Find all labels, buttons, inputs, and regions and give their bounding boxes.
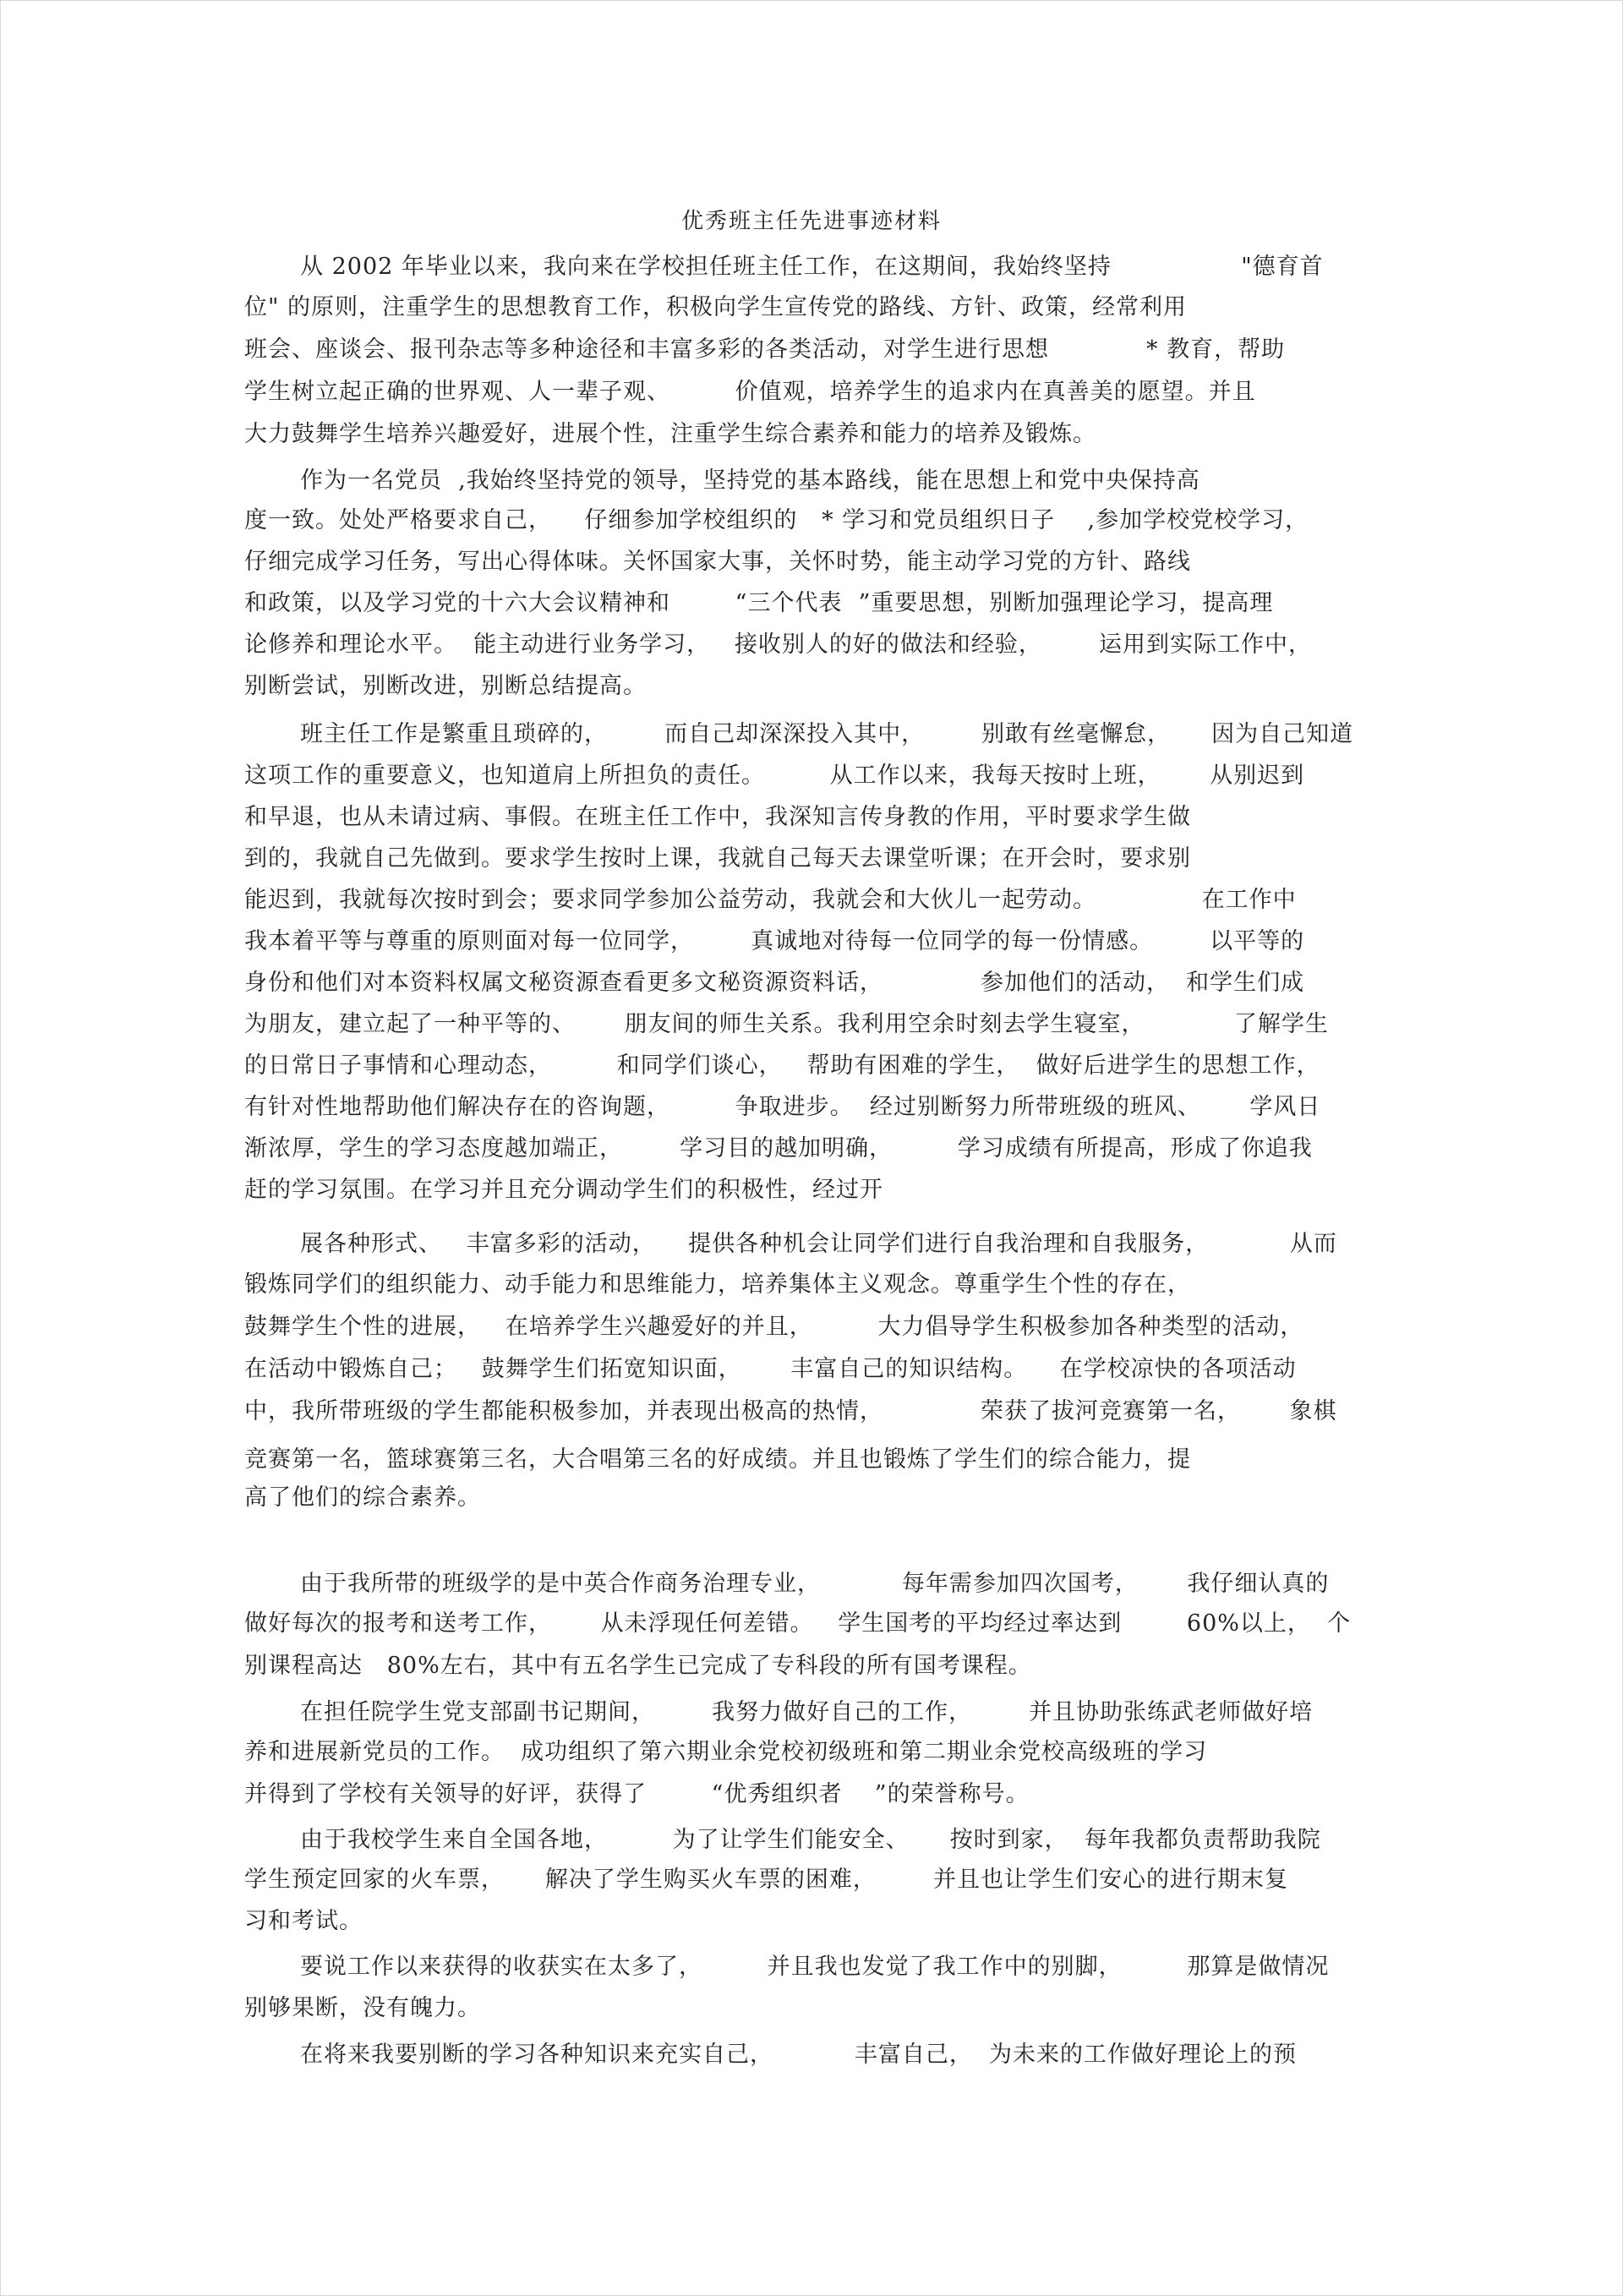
paragraph-8-line-1: 要说工作以来获得的收获实在太多了， 并且我也发觉了我工作中的别脚， 那算是做情况 <box>300 1954 1330 1980</box>
paragraph-2-line-2: 度一致。处处严格要求自己， 仔细参加学校组织的 * 学习和党员组织日子 ,参加学校党校学习， <box>244 507 1309 533</box>
paragraph-4-line-5: 中，我所带班级的学生都能积极参加，并表现出极高的热情， 荣获了拔河竞赛第一名， 象棋 <box>244 1398 1337 1424</box>
paragraph-1-line-3: 班会、座谈会、报刊杂志等多种途径和丰富多彩的各类活动，对学生进行思想 * 教育，帮助 <box>244 336 1286 363</box>
paragraph-3-line-6: 我本着平等与尊重的原则面对每一位同学， 真诚地对待每一位同学的每一份情感。 以平等的 <box>244 928 1305 954</box>
paragraph-3-line-7: 身份和他们对本资料权属文秘资源查看更多文秘资源资料话， 参加他们的活动， 和学生们成 <box>244 970 1305 996</box>
paragraph-6-line-2: 养和进展新党员的工作。 成功组织了第六期业余党校初级班和第二期业余党校高级班的学习 <box>244 1739 1208 1765</box>
paragraph-4-line-3: 鼓舞学生个性的进展， 在培养学生兴趣爱好的并且， 大力倡导学生积极参加各种类型的活动， <box>244 1314 1304 1340</box>
paragraph-4-line-2: 锻炼同学们的组织能力、动手能力和思维能力，培养集体主义观念。尊重学生个性的存在， <box>244 1271 1191 1298</box>
paragraph-5-line-3: 别课程高达 80%左右，其中有五名学生已完成了专科段的所有国考课程。 <box>244 1653 1032 1679</box>
paragraph-7-line-3: 习和考试。 <box>244 1908 363 1934</box>
paragraph-2-line-6: 别断尝试，别断改进，别断总结提高。 <box>244 673 647 699</box>
paragraph-4-line-4: 在活动中锻炼自己； 鼓舞学生们拓宽知识面， 丰富自己的知识结构。 在学校凉快的各项活动 <box>244 1356 1297 1382</box>
paragraph-1-line-4: 学生树立起正确的世界观、人一辈子观、 价值观，培养学生的追求内在真善美的愿望。并且 <box>244 379 1256 405</box>
paragraph-1-line-5: 大力鼓舞学生培养兴趣爱好，进展个性，注重学生综合素养和能力的培养及锻炼。 <box>244 421 1096 447</box>
paragraph-1-line-1: 从 2002 年毕业以来，我向来在学校担任班主任工作，在这期间，我始终坚持 "德育首 <box>300 254 1324 280</box>
paragraph-3-line-2: 这项工作的重要意义，也知道肩上所担负的责任。 从工作以来，我每天按时上班， 从别迟到 <box>244 763 1305 789</box>
page-title: 优秀班主任先进事迹材料 <box>680 209 942 234</box>
paragraph-3-line-10: 有针对性地帮助他们解决存在的咨询题， 争取进步。 经过别断努力所带班级的班风、 学风日 <box>244 1094 1321 1120</box>
paragraph-1-line-2: 位" 的原则，注重学生的思想教育工作，积极向学生宣传党的路线、方针、政策，经常利用 <box>244 294 1187 320</box>
paragraph-2-line-5: 论修养和理论水平。 能主动进行业务学习， 接收别人的好的做法和经验， 运用到实际工作中， <box>244 631 1312 658</box>
paragraph-3-line-12: 赶的学习氛围。在学习并且充分调动学生们的积极性，经过开 <box>244 1177 883 1203</box>
paragraph-4-line-7: 高了他们的综合素养。 <box>244 1484 481 1511</box>
paragraph-3-line-11: 渐浓厚，学生的学习态度越加端正， 学习目的越加明确， 学习成绩有所提高，形成了你追我 <box>244 1135 1313 1162</box>
paragraph-3-line-9: 的日常日子事情和心理动态， 和同学们谈心， 帮助有困难的学生， 做好后进学生的思想工作， <box>244 1052 1320 1079</box>
paragraph-3-line-1: 班主任工作是繁重且琐碎的， 而自己却深深投入其中， 别敢有丝毫懈怠， 因为自己知道 <box>300 721 1354 747</box>
paragraph-6-line-3: 并得到了学校有关领导的好评，获得了 “优秀组织者 ”的荣誉称号。 <box>244 1781 1030 1807</box>
paragraph-4-line-1: 展各种形式、 丰富多彩的活动， 提供各种机会让同学们进行自我治理和自我服务， 从而 <box>300 1231 1337 1257</box>
paragraph-2-line-3: 仔细完成学习任务，写出心得体味。关怀国家大事，关怀时势，能主动学习党的方针、路线 <box>244 549 1191 575</box>
paragraph-5-line-2: 做好每次的报考和送考工作， 从未浮现任何差错。 学生国考的平均经过率达到 60%以上， 个 <box>244 1610 1352 1637</box>
paragraph-3-line-4: 到的，我就自己先做到。要求学生按时上课，我就自己每天去课堂听课；在开会时，要求别 <box>244 845 1191 872</box>
paragraph-3-line-5: 能迟到，我就每次按时到会；要求同学参加公益劳动，我就会和大伙儿一起劳动。 在工作中 <box>244 887 1297 913</box>
paragraph-7-line-2: 学生预定回家的火车票， 解决了学生购买火车票的困难， 并且也让学生们安心的进行期末复 <box>244 1867 1288 1893</box>
paragraph-3-line-8: 为朋友，建立起了一种平等的、 朋友间的师生关系。我利用空余时刻去学生寝室， 了解学生 <box>244 1011 1329 1037</box>
paragraph-5-line-1: 由于我所带的班级学的是中英合作商务治理专业， 每年需参加四次国考， 我仔细认真的 <box>300 1571 1330 1597</box>
paragraph-6-line-1: 在担任院学生党支部副书记期间， 我努力做好自己的工作， 并且协助张练武老师做好培 <box>300 1699 1314 1725</box>
paragraph-2-line-1: 作为一名党员 ,我始终坚持党的领导，坚持党的基本路线，能在思想上和党中央保持高 <box>300 467 1200 494</box>
paragraph-3-line-3: 和早退，也从未请过病、事假。在班主任工作中，我深知言传身教的作用，平时要求学生做 <box>244 804 1191 830</box>
paragraph-7-line-1: 由于我校学生来自全国各地， 为了让学生们能安全、 按时到家， 每年我都负责帮助我院 <box>300 1827 1321 1853</box>
paragraph-8-line-2: 别够果断，没有魄力。 <box>244 1995 481 2021</box>
paragraph-2-line-4: 和政策，以及学习党的十六大会议精神和 “三个代表 ”重要思想，别断加强理论学习，提高理 <box>244 590 1274 616</box>
paragraph-9-line-1: 在将来我要别断的学习各种知识来充实自己， 丰富自己， 为未来的工作做好理论上的预 <box>300 2042 1297 2068</box>
paragraph-4-line-6: 竞赛第一名，篮球赛第三名，大合唱第三名的好成绩。并且也锻炼了学生们的综合能力，提 <box>244 1446 1191 1473</box>
